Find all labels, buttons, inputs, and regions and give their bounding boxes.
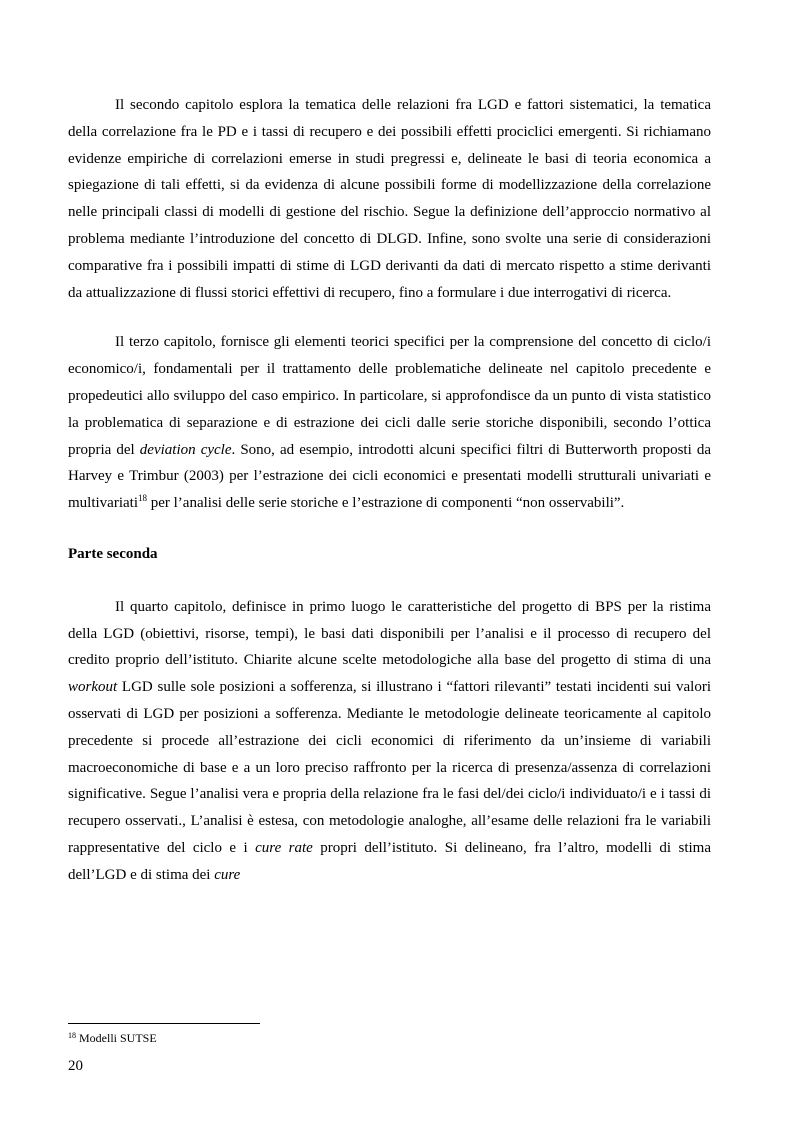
page-body <box>68 92 711 889</box>
footnote-reference[interactable]: 18 <box>137 493 147 504</box>
italic-term: cure <box>214 866 241 883</box>
footnote-marker: 18 <box>68 1031 76 1040</box>
paragraph-text: Il terzo capitolo, fornisce gli elementi teorici specifici per la comprensione del concetto di ciclo/i economico/i, fondamentali per il trattamento delle problematiche delineate nel capitolo precedente e propedeutici allo sviluppo del caso empirico. In particolare, si approfondisce da un punto di vista statistico la problematica di separazione e di estrazione dei cicli dalle serie storiche disponibili, secondo l’ottica propria del <box>68 334 711 458</box>
paragraph-chapter-3 <box>68 329 711 517</box>
paragraph-text: per l’analisi delle serie storiche e l’estrazione di componenti “non osservabili”. <box>146 495 625 512</box>
page-number: 20 <box>68 1058 83 1074</box>
footnote-divider <box>68 1023 260 1024</box>
paragraph-text: Il quarto capitolo, definisce in primo luogo le caratteristiche del progetto di BPS per la ristima della LGD (obiettivi, risorse, tempi), le basi dati disponibili per l’analisi e il processo di recupero del credito proprio dell’istituto. Chiarite alcune scelte metodologiche alla base del progetto di stima di una <box>68 598 711 669</box>
paragraph-text: Il secondo capitolo esplora la tematica delle relazioni fra LGD e fattori sistematici, la tematica della correlazione fra le PD e i tassi di recupero e dei possibili effetti prociclici emergenti. Si richiamano evidenze empiriche di correlazioni emerse in studi pregressi e, delineate le basi di teoria economica a spiegazione di tali effetti, si da evidenza di alcune possibili forme di modellizzazione della correlazione nelle principali classi di modelli di gestione del rischio. Segue la definizione dell’approccio normativo al problema mediante l’introduzione del concetto di DLGD. Infine, sono svolte una serie di considerazioni comparative fra i possibili impatti di stime di LGD derivanti da dati di mercato rispetto a stime derivanti da attualizzazione di flussi storici effettivi di recupero, fino a formulare i due interrogativi di ricerca. <box>68 97 711 301</box>
paragraph-chapter-4 <box>68 594 711 889</box>
paragraph-text: LGD sulle sole posizioni a sofferenza, si illustrano i “fattori rilevanti” testati incidenti sui valori osservati di LGD per posizioni a sofferenza. Mediante le metodologie delineate teoricamente al capitolo precedente si procede all’estrazione dei cicli economici di riferimento da un’insieme di variabili macroeconomiche di base e a un loro preciso raffronto per la ricerca di presenza/assenza di correlazioni significative. Segue l’analisi vera e propria della relazione fra le fasi del/dei ciclo/i individuato/i e i tassi di recupero osservati., L’analisi è estesa, con metodologie analoghe, all’esame delle relazioni fra le variabili rappresentative del ciclo e i <box>68 679 711 856</box>
italic-term: workout <box>68 679 118 696</box>
paragraph-text: . Sono, ad esempio, introdotti alcuni specifici filtri di Butterworth proposti da Harvey e Trimbur (2003) per l’estrazione dei cicli economici e presentati modelli strutturali univariati e multivariati <box>68 441 712 512</box>
italic-term: deviation cycle <box>139 441 232 458</box>
footnote-text: Modelli SUTSE <box>76 1031 157 1045</box>
section-heading: Parte seconda <box>68 545 158 562</box>
paragraph-text: propri dell’istituto. Si delineano, fra l’altro, modelli di stima dell’LGD e di stima dei <box>68 839 711 883</box>
footnote <box>68 1030 157 1046</box>
paragraph-chapter-2 <box>68 92 711 306</box>
italic-term: cure rate <box>255 839 313 856</box>
